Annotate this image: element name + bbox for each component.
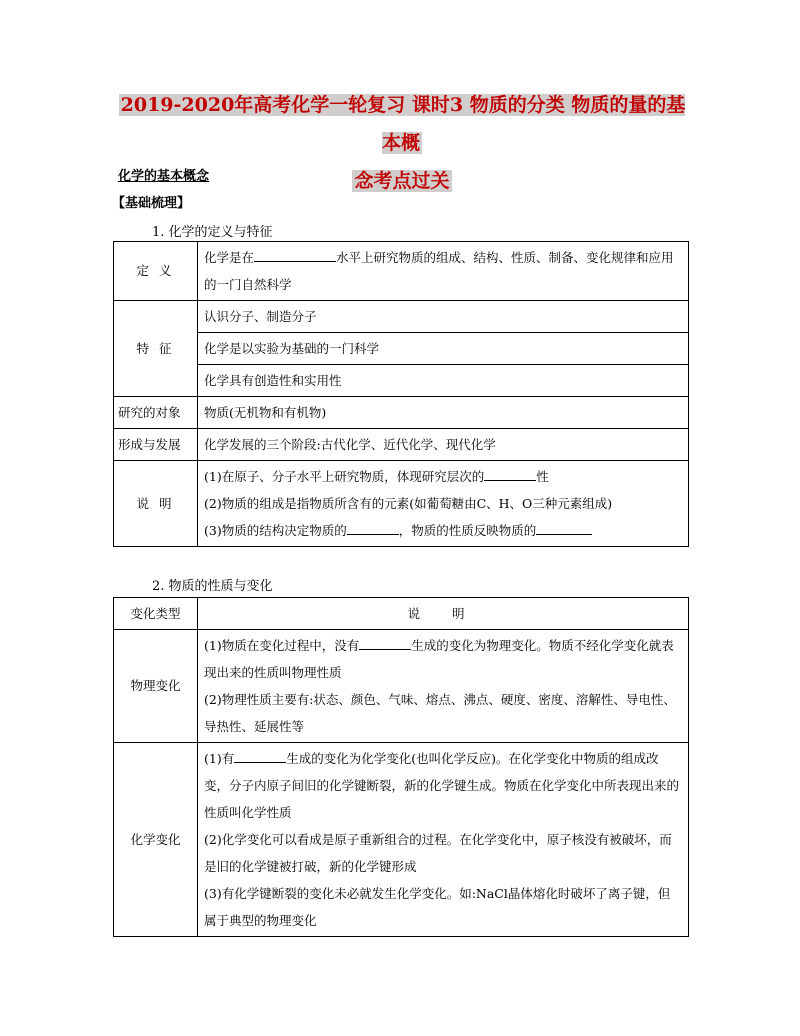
note-3-pre: (3)物质的结构决定物质的 (204, 523, 347, 538)
definition-text-pre: 化学是在 (204, 250, 255, 265)
header-description (198, 598, 689, 630)
header-change-type: 变化类型 (114, 598, 198, 630)
table-row (114, 365, 689, 397)
table-row (114, 743, 689, 937)
chemical-change-cell (198, 743, 689, 937)
physical-line-1 (204, 632, 682, 686)
chemical-line-2: (2)化学变化可以看成是原子重新组合的过程。在化学变化中，原子核没有被破坏，而是旧的化学键被打破，新的化学键形成 (204, 832, 672, 874)
table-row (114, 242, 689, 301)
physical-1-post: 生成的变化为物理变化。物质不经化学变化就表现出来的性质叫物理性质 (204, 638, 674, 680)
table-row (114, 630, 689, 743)
feature-cell-3: 化学具有创造性和实用性 (198, 365, 689, 397)
note-1-post: 性 (536, 469, 549, 484)
note-3-blank-2[interactable] (536, 521, 592, 535)
note-1-pre: (1)在原子、分子水平上研究物质，体现研究层次的 (204, 469, 485, 484)
note-label: 说 明 (114, 461, 198, 547)
chemical-line-3: (3)有化学键断裂的变化未必就发生化学变化。如:NaCl晶体熔化时破坏了离子键，但属于典型的物理变化 (204, 886, 671, 928)
basic-review-heading: 【基础梳理】 (112, 196, 191, 211)
physical-change-label: 物理变化 (114, 630, 198, 743)
note-line-2: (2)物质的组成是指物质所含有的元素(如葡萄糖由C、H、O三种元素组成) (204, 496, 613, 511)
note-1-blank[interactable] (484, 467, 536, 481)
item-1-heading: 1. 化学的定义与特征 (152, 225, 273, 240)
chemical-1-post: 生成的变化为化学变化(也叫化学反应)。在化学变化中物质的组成改变，分子内原子间旧的化学键断裂，新的化学键生成。物质在化学变化中所表现出来的性质叫化学性质 (204, 751, 680, 820)
chemical-line-1 (204, 745, 682, 826)
physical-blank[interactable] (359, 636, 411, 650)
definition-cell (198, 242, 689, 301)
header-description-text: 说 明 (407, 606, 479, 621)
feature-label: 特 征 (114, 301, 198, 397)
note-cell (198, 461, 689, 547)
table-row (114, 333, 689, 365)
object-cell: 物质(无机物和有机物) (198, 397, 689, 429)
chemical-blank[interactable] (234, 749, 286, 763)
table-row (114, 397, 689, 429)
definition-blank[interactable] (254, 248, 336, 262)
item-2-heading: 2. 物质的性质与变化 (152, 579, 273, 594)
property-change-table (113, 597, 689, 937)
title-line-1: 2019-2020年高考化学一轮复习 课时3 物质的分类 物质的量的基本概 (120, 94, 686, 154)
physical-1-pre: (1)物质在变化过程中，没有 (204, 638, 360, 653)
table-row (114, 598, 689, 630)
chemical-change-label: 化学变化 (114, 743, 198, 937)
note-line-1 (204, 463, 682, 490)
feature-cell-2: 化学是以实验为基础的一门科学 (198, 333, 689, 365)
note-line-3 (204, 517, 682, 544)
development-label: 形成与发展 (114, 429, 198, 461)
chemical-1-pre: (1)有 (204, 751, 235, 766)
table-row (114, 429, 689, 461)
table-row (114, 301, 689, 333)
title-line-2: 念考点过关 (354, 170, 450, 192)
development-cell: 化学发展的三个阶段:古代化学、近代化学、现代化学 (198, 429, 689, 461)
table-row (114, 461, 689, 547)
chemistry-definition-table (113, 241, 689, 547)
physical-line-2: (2)物理性质主要有:状态、颜色、气味、熔点、沸点、硬度、密度、溶解性、导电性、导热性、延展性等 (204, 692, 676, 734)
definition-label: 定 义 (114, 242, 198, 301)
object-label: 研究的对象 (114, 397, 198, 429)
definition-text-post: 水平上研究物质的组成、结构、性质、制备、变化规律和应用的一门自然科学 (204, 250, 674, 292)
feature-cell-1: 认识分子、制造分子 (198, 301, 689, 333)
note-3-mid: ，物质的性质反映物质的 (398, 523, 537, 538)
section-title: 化学的基本概念 (118, 169, 210, 184)
physical-change-cell (198, 630, 689, 743)
note-3-blank-1[interactable] (347, 521, 399, 535)
